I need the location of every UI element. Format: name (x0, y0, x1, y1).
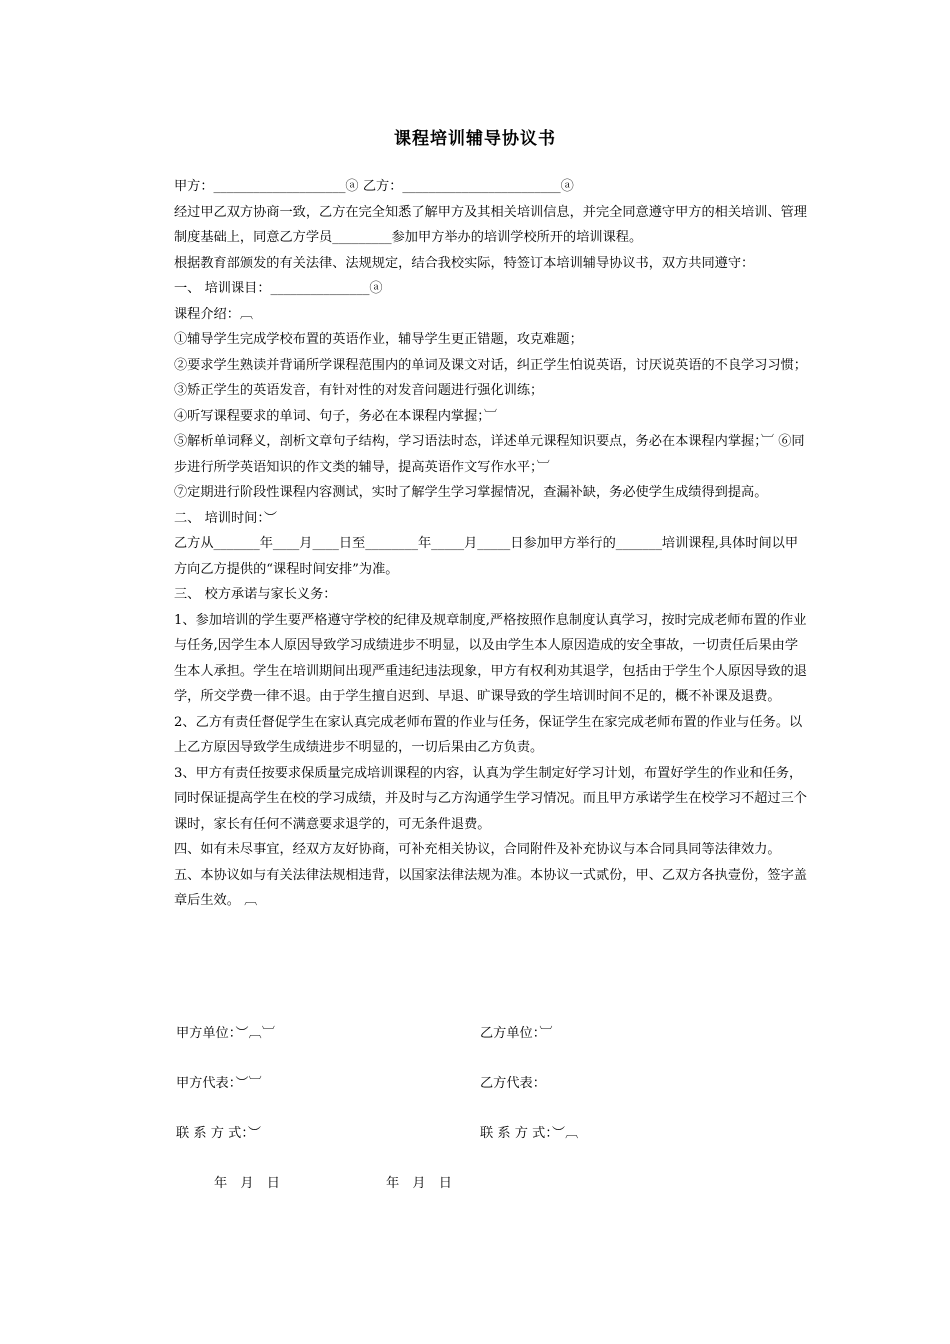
body-paragraph: 课程介绍：︹ (174, 306, 254, 322)
body-paragraph: 根据教育部颁发的有关法律、法规规定，结合我校实际，特签订本培训辅导协议书，双方共同遵守： (174, 255, 755, 271)
party-b-contact: 联 系 方 式：︶︹ (480, 1126, 579, 1141)
body-paragraph: 一、 培训课目：_______________ⓐ (174, 281, 383, 296)
document-title: 课程培训辅导协议书 (394, 129, 556, 149)
body-paragraph: 1、参加培训的学生要严格遵守学校的纪律及规章制度,严格按照作息制度认真学习，按时完成老师布置的作业与任务,因学生本人原因导致学习成绩进步不明显，以及由学生本人原因造成的安全事故，一切责任后果由学生本人承担。学生在培训期间出现严重违纪违法现象，甲方有权利劝其退学，包括由于学生个人原因导致的退学，所交学费一律不退。由于学生擅自迟到、早退、旷课导致的学生培训时间不足的，概不补课及退费。 (174, 612, 807, 704)
body-paragraph: ②要求学生熟读并背诵所学课程范围内的单词及课文对话，纠正学生怕说英语，讨厌说英语的不良学习习惯； (174, 357, 807, 373)
party-a-representative: 甲方代表：︶︺ (176, 1076, 262, 1091)
body-paragraph: 四、如有未尽事宜，经双方友好协商，可补充相关协议，合同附件及补充协议与本合同具同等法律效力。 (174, 842, 781, 857)
body-paragraph: 三、 校方承诺与家长义务： (174, 587, 337, 602)
party-a-unit: 甲方单位：︶︹︺ (176, 1026, 275, 1041)
body-paragraph: ④听写课程要求的单词、句子，务必在本课程内掌握；︺ (174, 408, 498, 424)
parties-line: 甲方：____________________ⓐ 乙方：________________________ⓐ (174, 179, 574, 194)
party-b-representative: 乙方代表： (480, 1076, 546, 1091)
body-paragraph: 二、 培训时间：︶ (174, 510, 278, 526)
date-party-b: 年 月 日 (386, 1176, 452, 1191)
body-paragraph: 3、甲方有责任按要求保质量完成培训课程的内容，认真为学生制定好学习计划，布置好学生的作业和任务，同时保证提高学生在校的学习成绩，并及时与乙方沟通学生学习情况。而且甲方承诺学生在校学习不超过三个课时，家长有任何不满意要求退学的，可无条件退费。 (174, 765, 807, 832)
party-b-unit: 乙方单位：︺ (480, 1026, 553, 1041)
party-a-contact: 联 系 方 式：︶ (176, 1126, 262, 1141)
body-paragraph: ①辅导学生完成学校布置的英语作业，辅导学生更正错题，攻克难题； (174, 332, 583, 347)
date-party-a: 年 月 日 (214, 1176, 280, 1191)
body-paragraph: 2、乙方有责任督促学生在家认真完成老师布置的作业与任务，保证学生在家完成老师布置的作业与任务。以上乙方原因导致学生成绩进步不明显的，一切后果由乙方负责。 (174, 714, 803, 755)
body-paragraph: ⑦定期进行阶段性课程内容测试，实时了解学生学习掌握情况，查漏补缺，务必使学生成绩得到提高。 (174, 485, 768, 500)
body-paragraph: 经过甲乙双方协商一致，乙方在完全知悉了解甲方及其相关培训信息，并完全同意遵守甲方的相关培训、管理制度基础上，同意乙方学员_________参加甲方举办的培训学校所开的培训课程。 (174, 204, 807, 245)
body-paragraph: ⑤解析单词释义，剖析文章句子结构，学习语法时态，详述单元课程知识要点，务必在本课程内掌握；︺ ⑥同步进行所学英语知识的作文类的辅导，提高英语作文写作水平；︺ (174, 434, 805, 475)
body-paragraph: 乙方从_______年____月____日至________年_____月_____日参加甲方举行的_______培训课程,具体时间以甲方向乙方提供的“课程时间安排”为准。 (174, 536, 799, 577)
body-paragraphs (144, 200, 808, 914)
document-body (144, 174, 808, 914)
body-paragraph: ③矫正学生的英语发音，有针对性的对发音问题进行强化训练； (174, 383, 544, 398)
body-paragraph: 五、本协议如与有关法律法规相违背，以国家法律法规为准。本协议一式贰份，甲、乙双方各执壹份，签字盖章后生效。 ︹ (174, 867, 807, 908)
